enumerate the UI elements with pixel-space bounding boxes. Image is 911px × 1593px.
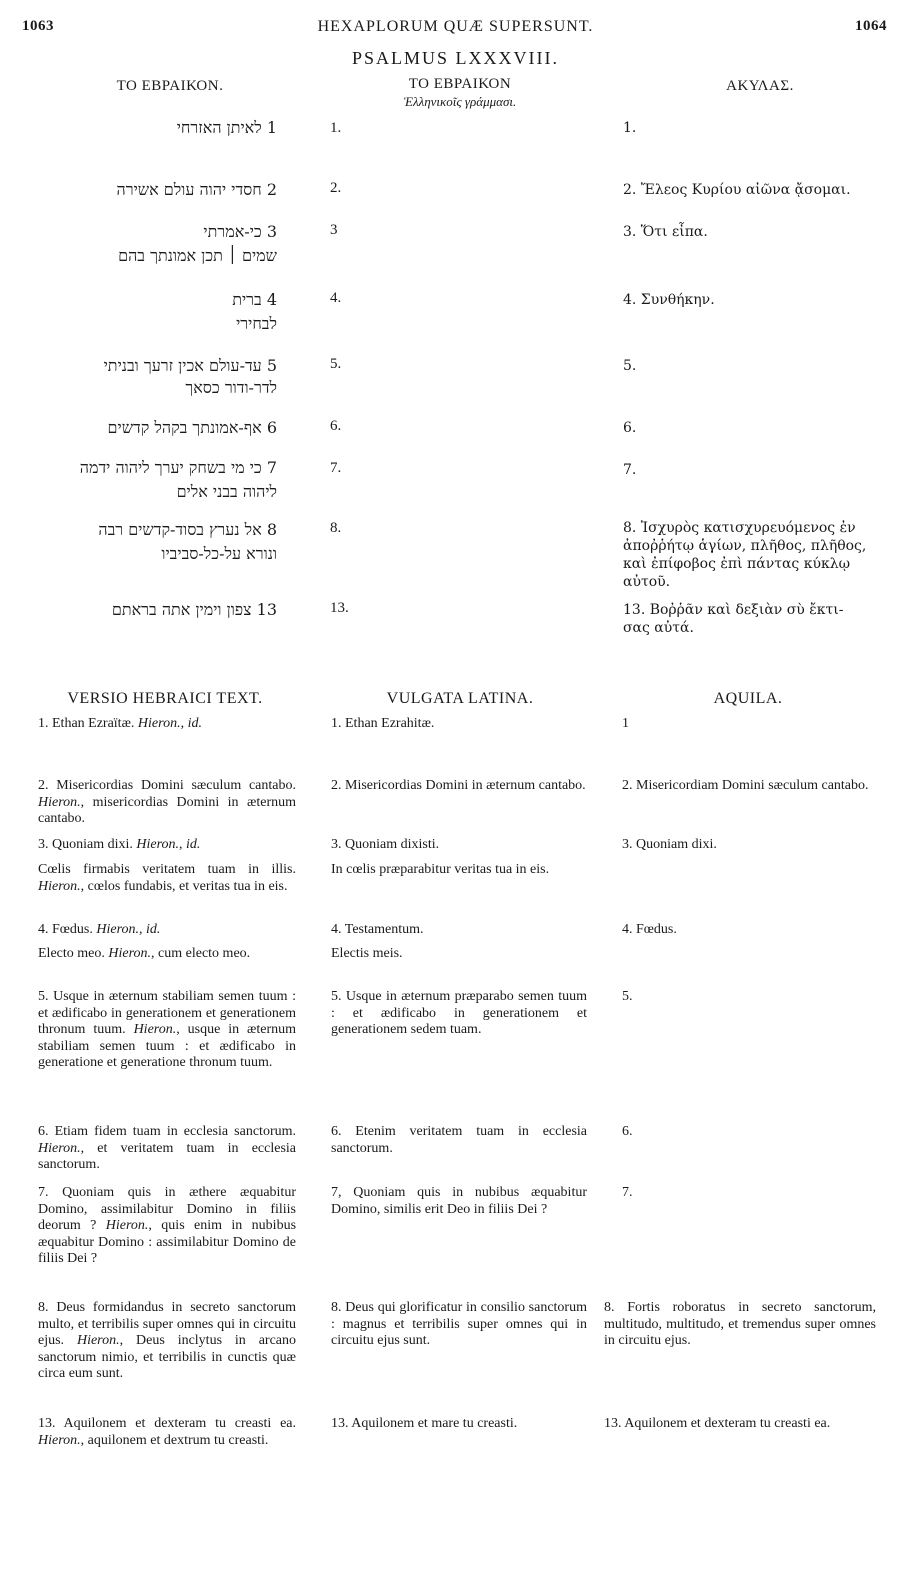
aquila-verse-1: 1 <box>622 716 629 731</box>
hieron-reference: Hieron. <box>137 716 181 731</box>
vulgata-verse-2: 2. Misericordias Domini in æternum cantabo. <box>331 778 586 793</box>
verse-text: , misericordias Domini in æternum cantabo. <box>38 794 296 827</box>
hebrew-line: ונורא על-כל-סביביו <box>161 544 277 563</box>
vulgata-verse-1: 1. Ethan Ezrahitæ. <box>331 716 435 731</box>
verse-text: , et veritatem tuam in ecclesia sanctorum. <box>38 1140 296 1173</box>
hebrew-line: 3 כי-אמרתי <box>203 222 277 241</box>
versio-verse-13 <box>38 1416 296 1449</box>
transliteration-number: 5. <box>330 356 342 372</box>
hieron-reference: Hieron. <box>105 1218 149 1234</box>
aquila-greek-line: ἀποῤῥήτῳ ἁγίων, πλῆθος, πλῆθος, <box>623 538 867 554</box>
vulgata-verse-3: 3. Quoniam dixisti. <box>331 837 440 852</box>
verse-text: 13. Aquilonem et dexteram tu creasti ea. <box>38 1416 296 1431</box>
hebrew-line: 7 כי מי בשחק יערך ליהוה ידמה <box>79 458 277 477</box>
aquila-greek-line: 7. <box>623 462 637 478</box>
verse-text: id. <box>187 716 202 731</box>
vulgata-verse-6: 6. Etenim veritatem tuam in ecclesia sanctorum. <box>331 1124 587 1156</box>
aquila-verse-7: 7. <box>622 1185 633 1200</box>
versio-verse-7 <box>38 1185 296 1268</box>
hebrew-line: 6 אף-אמונתך בקהל קדשים <box>107 418 277 437</box>
verse-text: , <box>179 837 187 852</box>
running-head <box>0 18 911 42</box>
verse-text: , aquilonem et dextrum tu creasti. <box>80 1432 269 1448</box>
transliteration-number: 8. <box>330 520 342 536</box>
verse-text: 3. Quoniam dixi. <box>38 837 133 852</box>
column-head-versio: VERSIO HEBRAICI TEXT. <box>67 690 263 707</box>
hebrew-line: 4 ברית <box>232 290 277 309</box>
aquila-verse-6: 6. <box>622 1124 633 1139</box>
hebrew-line: שמים ׀ תכן אמונתך בהם <box>118 246 277 265</box>
aquila-verse-4: 4. Fœdus. <box>622 922 677 937</box>
aquila-greek-line: 3. Ὅτι εἶπα. <box>623 224 708 240</box>
vulgata-verse-7: 7, Quoniam quis in nubibus æquabitur Domino, similis erit Deo in filiis Dei ? <box>331 1185 587 1217</box>
vulgata-verse-3b: In cœlis præparabitur veritas tua in eis. <box>331 862 550 877</box>
versio-verse-3 <box>38 837 296 854</box>
verse-text: , Deus inclytus in arcano sanctorum nimio, et terribilis in cunctis quæ circa eum sunt. <box>38 1333 297 1382</box>
vulgata-verse-8: 8. Deus qui glorificatur in consilio sanctorum : magnus et terribilis super omnes qui in circuitu ejus sunt. <box>331 1300 587 1349</box>
column-head-aquila-latin: AQUILA. <box>713 690 783 707</box>
hieron-reference: Hieron. <box>136 837 180 852</box>
hieron-reference: Hieron. <box>96 922 140 937</box>
verse-text: 8. Deus formidandus in secreto sanctorum multo, et terribilis super omnes qui in circuitu ejus. <box>38 1300 296 1349</box>
aquila-greek-line: 2. Ἔλεος Κυρίου αἰῶνα ᾄσομαι. <box>623 182 851 198</box>
verse-text: , cum electo meo. <box>151 946 251 961</box>
aquila-greek-line: 13. Βοῤῥᾶν καὶ δεξιὰν σὺ ἔκτι- <box>623 602 844 618</box>
hebrew-line: לדר-ודור כסאך <box>185 378 277 397</box>
transliteration-number: 13. <box>330 600 349 616</box>
column-head-transliteration: ΤΟ ΕΒΡΑΙΚΟΝ <box>408 76 512 92</box>
aquila-verse-8: 8. Fortis roboratus in secreto sanctorum, multitudo, multitudo, et tremendus super omnes in circuitu ejus. <box>604 1300 876 1349</box>
hebrew-line: ליהוה בבני אלים <box>176 482 277 501</box>
transliteration-number: 4. <box>330 290 342 306</box>
column-head-aquila-greek: ΑΚΥΛΑΣ. <box>726 78 794 94</box>
versio-verse-1 <box>38 716 296 733</box>
aquila-greek-line: σας αὐτά. <box>623 620 694 636</box>
vulgata-verse-13: 13. Aquilonem et mare tu creasti. <box>331 1416 518 1431</box>
hieron-reference: Hieron. <box>76 1333 120 1349</box>
hebrew-line: 5 עד-עולם אכין זרעך ובניתי <box>103 356 277 375</box>
verse-text: 4. Fœdus. <box>38 922 93 937</box>
verse-text: , quis enim in nubibus æquabitur Domino : assimilabitur Domino de filiis Dei ? <box>38 1218 297 1267</box>
verse-text: 6. Etiam fidem tuam in ecclesia sanctorum. <box>38 1124 296 1139</box>
vulgata-verse-4: 4. Testamentum. <box>331 922 424 937</box>
transliteration-number: 7. <box>330 460 342 476</box>
vulgata-verse-4b: Electis meis. <box>331 946 403 961</box>
hieron-reference: Hieron. <box>38 1140 81 1156</box>
page-number-right: 1064 <box>855 18 887 34</box>
psalm-title: PSALMUS LXXXVIII. <box>351 48 559 68</box>
hebrew-line: 13 צפון וימין אתה בראתם <box>111 600 277 619</box>
verse-text: Cœlis firmabis veritatem tuam in illis. <box>38 862 296 877</box>
versio-verse-2 <box>38 778 296 828</box>
hieron-reference: Hieron. <box>38 878 81 894</box>
aquila-verse-5: 5. <box>622 989 633 1004</box>
verse-text: , <box>180 716 188 731</box>
versio-verse-6 <box>38 1124 296 1174</box>
running-title: HEXAPLORUM QUÆ SUPERSUNT. <box>317 18 594 35</box>
verse-text: 1. Ethan Ezraïtæ. <box>38 716 135 731</box>
hieron-reference: Hieron. <box>38 794 81 810</box>
verse-text: id. <box>186 837 201 852</box>
aquila-verse-3: 3. Quoniam dixi. <box>622 837 717 852</box>
aquila-greek-line: 8. Ἰσχυρὸς κατισχυρευόμενος ἐν <box>623 520 856 536</box>
aquila-greek-line: 1. <box>623 120 637 136</box>
aquila-greek-line: 5. <box>623 358 637 374</box>
aquila-greek-line: αὐτοῦ. <box>623 574 671 590</box>
verse-text: Electo meo. <box>38 946 105 961</box>
aquila-verse-13: 13. Aquilonem et dexteram tu creasti ea. <box>604 1416 831 1431</box>
hieron-reference: Hieron. <box>133 1022 177 1038</box>
hebrew-line: 1 לאיתן האזרחי <box>176 118 277 137</box>
aquila-greek-line: καὶ ἐπίφοβος ἐπὶ πάντας κύκλῳ <box>623 556 851 572</box>
versio-verse-3b <box>38 862 296 895</box>
verse-text: , usque in æternum stabiliam semen tuum : et ædificabo in generatione et generatione thronum tuum. <box>38 1022 297 1071</box>
transliteration-number: 1. <box>330 120 342 136</box>
hebrew-line: לבחירי <box>236 314 277 333</box>
versio-verse-4 <box>38 922 296 939</box>
column-subhead-transliteration: Ἑλληνικοῖς γράμμασι. <box>403 94 517 109</box>
page-number-left: 1063 <box>22 18 54 34</box>
transliteration-number: 2. <box>330 180 342 196</box>
hebrew-line: 8 אל נערץ בסוד-קדשים רבה <box>98 520 277 539</box>
verse-text: id. <box>146 922 161 937</box>
versio-verse-4b <box>38 946 296 963</box>
versio-verse-8 <box>38 1300 296 1383</box>
vulgata-verse-5: 5. Usque in æternum præparabo semen tuum : et ædificabo in generationem et generationem sedem tuam. <box>331 989 587 1038</box>
transliteration-number: 6. <box>330 418 342 434</box>
hieron-reference: Hieron. <box>108 946 152 961</box>
verse-text: 5. Usque in æternum stabiliam semen tuum : et ædificabo in generationem et generationem thronum tuum. <box>38 989 296 1038</box>
column-head-vulgata: VULGATA LATINA. <box>386 690 534 707</box>
aquila-greek-line: 6. <box>623 420 637 436</box>
verse-text: 7. Quoniam quis in æthere æquabitur Domino, assimilabitur Domino in filiis deorum ? <box>38 1185 296 1234</box>
verse-text: , <box>139 922 147 937</box>
hieron-reference: Hieron. <box>38 1432 81 1448</box>
versio-verse-5 <box>38 989 296 1072</box>
aquila-verse-2: 2. Misericordiam Domini sæculum cantabo. <box>622 778 869 793</box>
column-head-hebrew: ΤΟ ΕΒΡΑΙΚΟΝ. <box>116 78 224 94</box>
aquila-greek-line: 4. Συνθήκην. <box>623 292 715 308</box>
transliteration-number: 3 <box>330 222 338 238</box>
verse-text: 2. Misericordias Domini sæculum cantabo. <box>38 778 296 793</box>
hebrew-line: 2 חסדי יהוה עולם אשירה <box>116 180 277 199</box>
verse-text: , cœlos fundabis, et veritas tua in eis. <box>80 878 288 894</box>
